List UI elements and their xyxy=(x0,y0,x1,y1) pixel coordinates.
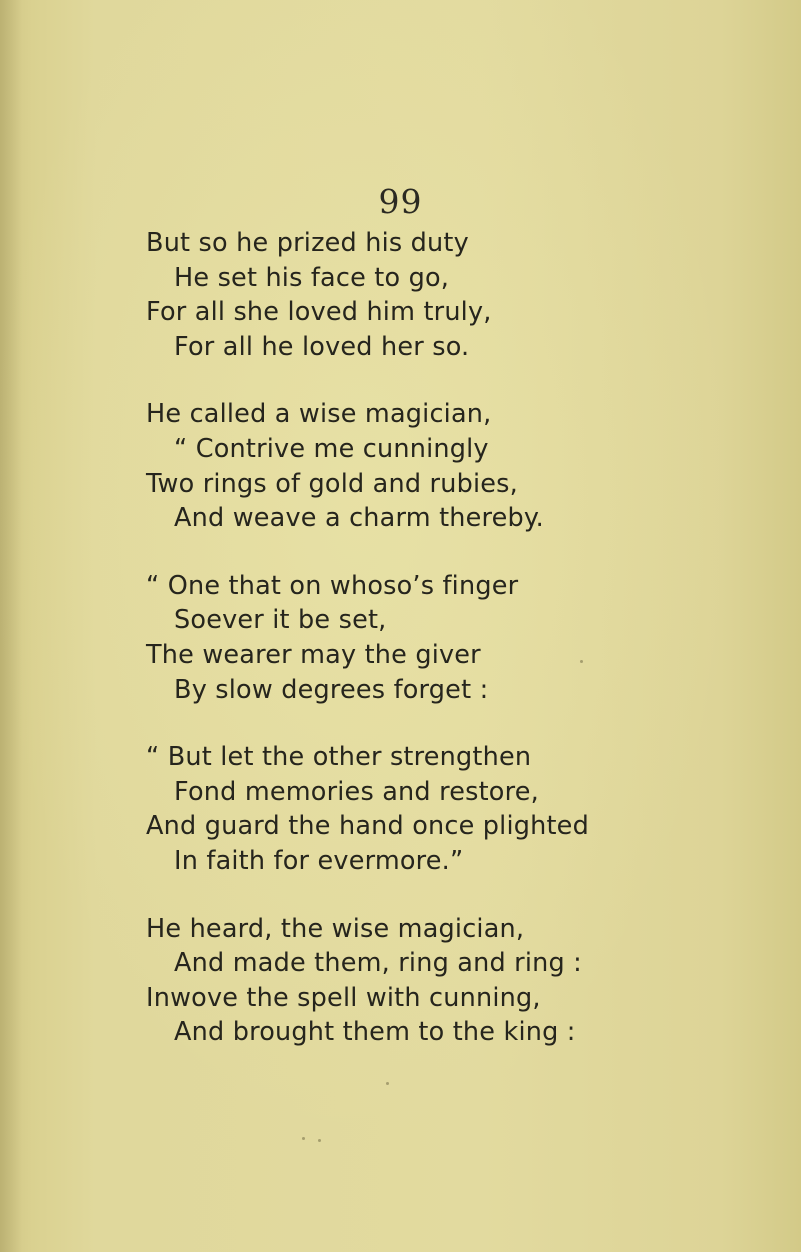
stanza-5 xyxy=(146,912,746,1050)
poem-line: In faith for evermore.” xyxy=(174,845,464,876)
stanza-3 xyxy=(146,569,746,707)
poem-line: The wearer may the giver xyxy=(146,639,481,670)
paper-speck xyxy=(302,1137,305,1140)
poem-line: And made them, ring and ring : xyxy=(174,948,582,979)
poem-line: He called a wise magician, xyxy=(146,399,492,430)
stanza-2 xyxy=(146,397,746,535)
poem-line: By slow degrees forget : xyxy=(174,674,489,705)
poem-line: Soever it be set, xyxy=(174,605,387,636)
poem-line: And brought them to the king : xyxy=(174,1017,576,1048)
poem-line: Two rings of gold and rubies, xyxy=(146,468,518,499)
stanza-1 xyxy=(146,226,746,364)
stanza-4 xyxy=(146,740,746,878)
poem-line: “ Contrive me cunningly xyxy=(174,433,489,464)
poem-line: He heard, the wise magician, xyxy=(146,913,525,944)
poem-line: Inwove the spell with cunning, xyxy=(146,982,541,1013)
poem-line: And guard the hand once plighted xyxy=(146,811,589,842)
poem-line: He set his face to go, xyxy=(174,262,450,293)
poem-line: And weave a charm thereby. xyxy=(174,503,544,534)
poem-line: For all she loved him truly, xyxy=(146,297,492,328)
poem-line: “ One that on whoso’s finger xyxy=(146,570,519,601)
poem-line: But so he prized his duty xyxy=(146,228,469,258)
paper-speck xyxy=(386,1082,389,1085)
paper-speck xyxy=(318,1139,321,1142)
poem-line: “ But let the other strengthen xyxy=(146,742,532,773)
poem-line: For all he loved her so. xyxy=(174,331,470,362)
page-number: 99 xyxy=(378,182,423,221)
poem-line: Fond memories and restore, xyxy=(174,776,539,807)
poem xyxy=(146,226,746,1083)
paper-speck xyxy=(580,660,583,663)
